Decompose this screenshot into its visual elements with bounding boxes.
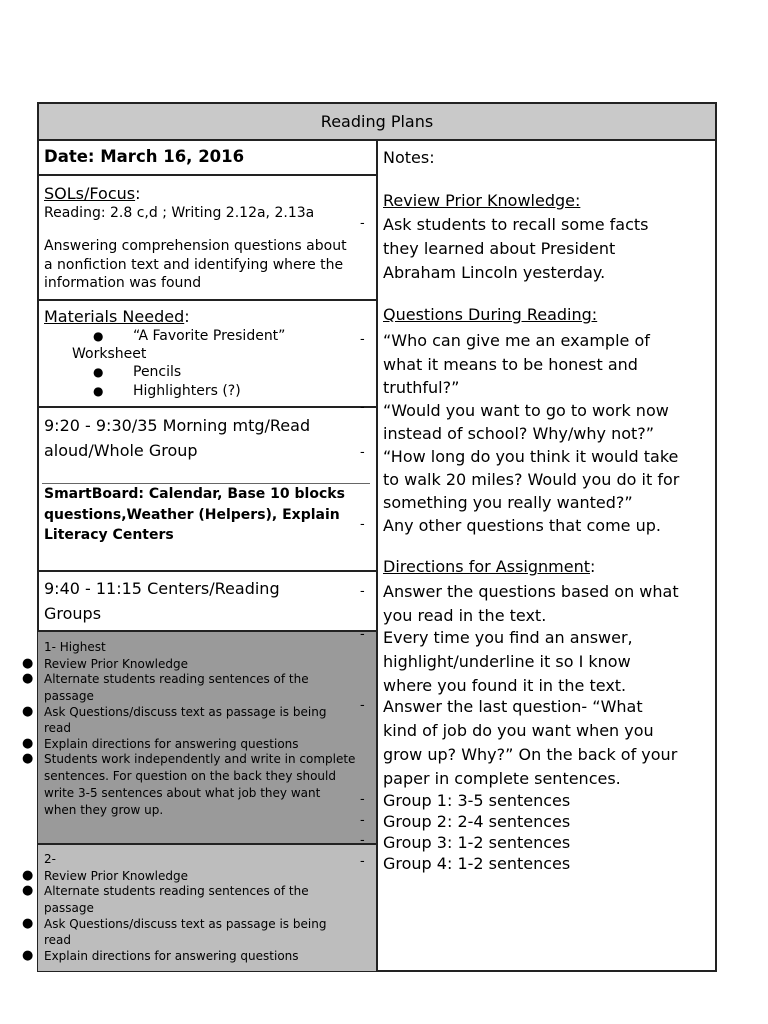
direction-line: Answer the questions based on what xyxy=(383,582,679,601)
group2-line: passage xyxy=(44,901,94,915)
review-heading: Review Prior Knowledge: xyxy=(383,191,581,210)
column-divider xyxy=(376,140,378,971)
bullet-icon: ● xyxy=(93,365,104,379)
group-sentence-line: Group 2: 2-4 sentences xyxy=(383,812,571,831)
group1-line: read xyxy=(44,721,72,735)
dash-marker: - xyxy=(360,813,365,828)
group1-line: write 3-5 sentences about what job they want xyxy=(44,786,321,800)
group2-heading: 2- xyxy=(44,852,56,866)
sols-heading: SOLs/Focus: xyxy=(44,184,141,203)
bullet-icon: ● xyxy=(22,868,34,883)
dash-marker: - xyxy=(360,854,365,869)
row-divider xyxy=(38,299,377,301)
question-line: to walk 20 miles? Would you do it for xyxy=(383,470,680,489)
row-divider xyxy=(38,406,377,408)
material-item: Worksheet xyxy=(72,346,147,362)
review-line: Ask students to recall some facts xyxy=(383,215,649,234)
group1-line: passage xyxy=(44,689,94,703)
plan-title-bar xyxy=(37,102,717,141)
group1-line: Ask Questions/discuss text as passage is being xyxy=(44,705,327,719)
morning-line: 9:20 - 9:30/35 Morning mtg/Read xyxy=(44,416,311,435)
question-line: “How long do you think it would take xyxy=(383,447,679,466)
bullet-icon: ● xyxy=(22,671,34,686)
bullet-icon: ● xyxy=(93,329,104,343)
review-line: they learned about President xyxy=(383,239,616,258)
direction-line: grow up? Why?” On the back of your xyxy=(383,745,678,764)
direction-line: Answer the last question- “What xyxy=(383,697,643,716)
group-sentence-line: Group 1: 3-5 sentences xyxy=(383,791,571,810)
focus-line: a nonfiction text and identifying where the xyxy=(44,257,344,273)
question-line: “Would you want to go to work now xyxy=(383,401,669,420)
group1-line: Alternate students reading sentences of the xyxy=(44,672,309,686)
group-sentence-line: Group 3: 1-2 sentences xyxy=(383,833,571,852)
bullet-icon: ● xyxy=(22,948,34,963)
notes-label: Notes: xyxy=(383,148,435,167)
row-divider xyxy=(38,570,377,572)
group1-line: Explain directions for answering questions xyxy=(44,737,299,751)
dash-marker: - xyxy=(360,332,365,347)
group2-line: Review Prior Knowledge xyxy=(44,869,188,883)
sols-text: Reading: 2.8 c,d ; Writing 2.12a, 2.13a xyxy=(44,205,315,221)
dash-marker: - xyxy=(360,216,365,231)
smartboard-line: SmartBoard: Calendar, Base 10 blocks xyxy=(44,486,345,502)
question-line: what it means to be honest and xyxy=(383,355,638,374)
dash-marker: - xyxy=(360,517,365,532)
row-divider xyxy=(38,843,377,845)
dash-marker: - xyxy=(360,792,365,807)
direction-line: kind of job do you want when you xyxy=(383,721,654,740)
inner-divider xyxy=(42,483,370,484)
bullet-icon: ● xyxy=(22,736,34,751)
materials-heading: Materials Needed: xyxy=(44,307,190,326)
centers-line: Groups xyxy=(44,604,102,623)
direction-line: you read in the text. xyxy=(383,606,547,625)
dash-marker: - xyxy=(360,627,365,642)
directions-heading: Directions for Assignment: xyxy=(383,557,596,576)
dash-marker: - xyxy=(360,445,365,460)
focus-line: Answering comprehension questions about xyxy=(44,238,347,254)
direction-line: paper in complete sentences. xyxy=(383,769,621,788)
bullet-icon: ● xyxy=(22,751,34,766)
group2-line: Explain directions for answering questions xyxy=(44,949,299,963)
morning-line: aloud/Whole Group xyxy=(44,441,198,460)
dash-marker: - xyxy=(360,400,365,415)
smartboard-line: Literacy Centers xyxy=(44,527,174,543)
question-line: “Who can give me an example of xyxy=(383,331,650,350)
date-label: Date: March 16, 2016 xyxy=(44,147,245,166)
group1-line: sentences. For question on the back they should xyxy=(44,769,336,783)
question-line: instead of school? Why/why not?” xyxy=(383,424,655,443)
row-divider xyxy=(38,174,377,176)
direction-line: where you found it in the text. xyxy=(383,676,627,695)
direction-line: highlight/underline it so I know xyxy=(383,652,631,671)
bullet-icon: ● xyxy=(22,656,34,671)
group1-line: Review Prior Knowledge xyxy=(44,657,188,671)
dash-marker: - xyxy=(360,584,365,599)
group2-line: Alternate students reading sentences of the xyxy=(44,884,309,898)
dash-marker: - xyxy=(360,698,365,713)
question-line: truthful?” xyxy=(383,378,460,397)
material-item: Highlighters (?) xyxy=(133,383,241,399)
question-line: something you really wanted?” xyxy=(383,493,633,512)
group-sentence-line: Group 4: 1-2 sentences xyxy=(383,854,571,873)
bullet-icon: ● xyxy=(22,916,34,931)
group2-line: read xyxy=(44,933,72,947)
smartboard-line: questions,Weather (Helpers), Explain xyxy=(44,507,340,523)
question-line: Any other questions that come up. xyxy=(383,516,661,535)
plan-title: Reading Plans xyxy=(320,112,434,131)
group2-line: Ask Questions/discuss text as passage is being xyxy=(44,917,327,931)
material-item: “A Favorite President” xyxy=(133,328,286,344)
bullet-icon: ● xyxy=(22,704,34,719)
centers-line: 9:40 - 11:15 Centers/Reading xyxy=(44,579,280,598)
focus-line: information was found xyxy=(44,275,202,291)
material-item: Pencils xyxy=(133,364,182,380)
direction-line: Every time you find an answer, xyxy=(383,628,633,647)
questions-heading: Questions During Reading: xyxy=(383,305,598,324)
group1-line: when they grow up. xyxy=(44,803,164,817)
group1-heading: 1- Highest xyxy=(44,640,106,654)
bullet-icon: ● xyxy=(93,384,104,398)
bullet-icon: ● xyxy=(22,883,34,898)
dash-marker: - xyxy=(360,833,365,848)
review-line: Abraham Lincoln yesterday. xyxy=(383,263,606,282)
group1-line: Students work independently and write in complete xyxy=(44,752,356,766)
row-divider xyxy=(38,630,377,632)
